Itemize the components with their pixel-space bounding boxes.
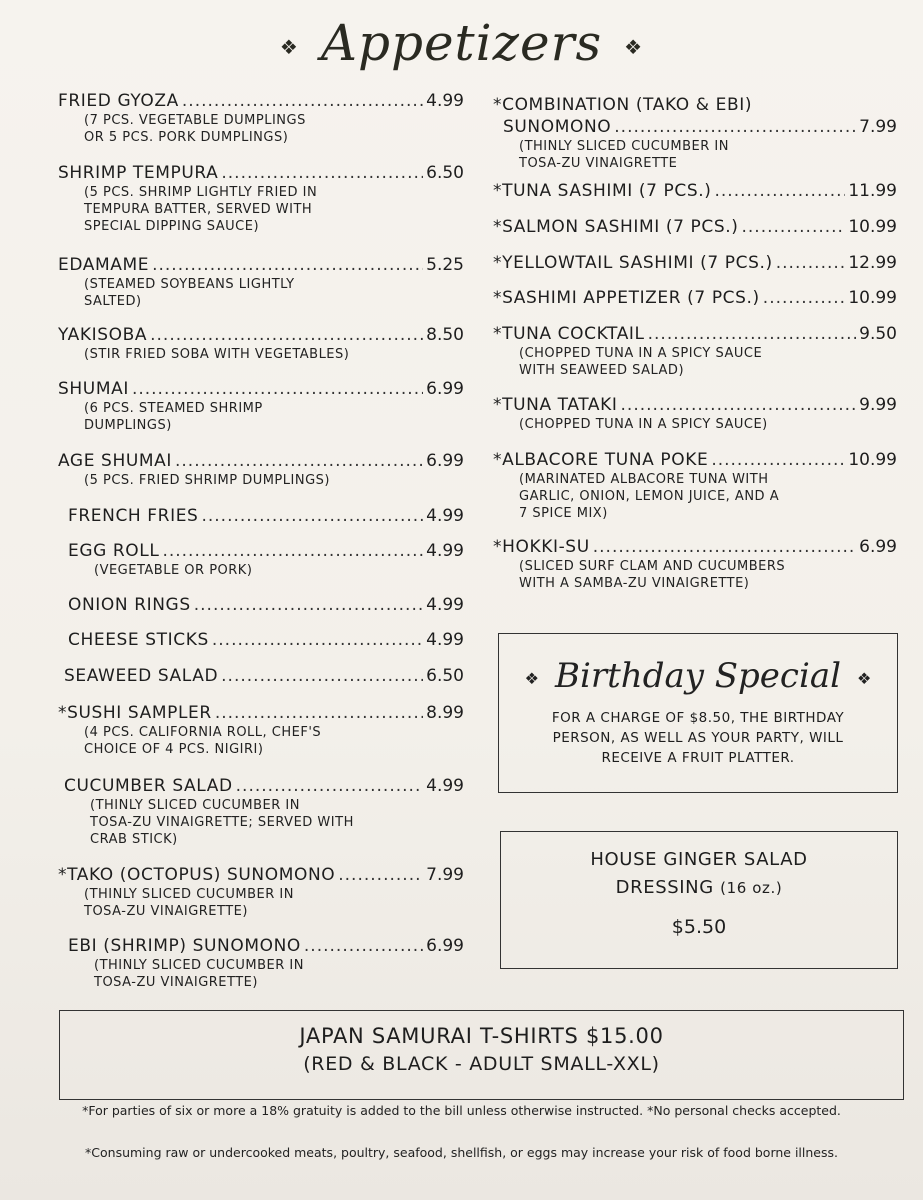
item-description: OR 5 PCS. PORK DUMPLINGS) [84, 130, 289, 145]
item-name: *YELLOWTAIL SASHIMI (7 PCS.) [493, 253, 773, 273]
item-line [68, 594, 464, 616]
item-description: (THINLY SLICED CUCUMBER IN [84, 887, 294, 902]
item-description: GARLIC, ONION, LEMON JUICE, AND A [519, 489, 780, 504]
item-line [58, 864, 464, 886]
item-price: 9.99 [859, 395, 897, 415]
menu-item-egg-roll [68, 540, 464, 579]
menu-item-seaweed-salad [64, 665, 464, 687]
diamond-ornament-icon: ❖ [856, 668, 872, 688]
item-description: (MARINATED ALBACORE TUNA WITH [519, 472, 769, 487]
item-price: 7.99 [426, 865, 464, 885]
dot-leader [715, 180, 846, 202]
menu-item-albacore-tuna-poke [493, 449, 897, 522]
item-line [493, 394, 897, 416]
item-price: 6.50 [426, 163, 464, 183]
item-line [493, 536, 897, 558]
menu-item-tuna-sashimi [493, 180, 897, 202]
item-description: (THINLY SLICED CUCUMBER IN [94, 958, 304, 973]
menu-item-shumai [58, 378, 464, 434]
dot-leader [742, 216, 846, 238]
menu-item-sashimi-appetizer [493, 287, 897, 309]
item-price: 5.25 [426, 255, 464, 275]
item-name: CHEESE STICKS [68, 630, 209, 650]
birthday-special-box [498, 633, 898, 793]
diamond-ornament-icon: ❖ [524, 668, 540, 688]
dot-leader [614, 116, 856, 138]
food-safety-footnote: *Consuming raw or undercooked meats, poultry, seafood, shellfish, or eggs may increase your risk of food borne illness. [85, 1145, 838, 1160]
item-price: 4.99 [426, 776, 464, 796]
item-description: CRAB STICK) [90, 832, 178, 847]
item-description: (CHOPPED TUNA IN A SPICY SAUCE) [519, 417, 768, 432]
menu-item-yellowtail-sashimi [493, 252, 897, 274]
item-description: SALTED) [84, 294, 142, 309]
item-price: 4.99 [426, 541, 464, 561]
gratuity-footnote: *For parties of six or more a 18% gratuity is added to the bill unless otherwise instructed. *No personal checks accepted. [82, 1103, 841, 1118]
item-line [58, 90, 464, 112]
item-name: SHUMAI [58, 379, 129, 399]
item-description: (5 PCS. SHRIMP LIGHTLY FRIED IN [84, 185, 318, 200]
tshirt-title: JAPAN SAMURAI T-SHIRTS $15.00 [299, 1024, 664, 1048]
item-line [493, 180, 897, 202]
item-line [58, 450, 464, 472]
menu-item-combination-sunomono: *COMBINATION (TAKO & EBI) SUNOMONO ..... 7.99 (THINLY SLICED CUCUMBER IN TOSA-ZU VINAIGRETTE [493, 94, 897, 172]
birthday-special-text: FOR A CHARGE OF $8.50, THE BIRTHDAY PERSON, AS WELL AS YOUR PARTY, WILL RECEIVE A FRUIT PLATTER. [551, 710, 845, 766]
item-name: SHRIMP TEMPURA [58, 163, 219, 183]
item-line [58, 162, 464, 184]
item-line [493, 323, 897, 345]
item-name: AGE SHUMAI [58, 451, 172, 471]
dot-leader [221, 665, 423, 687]
item-price: 7.99 [859, 117, 897, 137]
item-description: (4 PCS. CALIFORNIA ROLL, CHEF'S [84, 725, 322, 740]
item-description: (CHOPPED TUNA IN A SPICY SAUCE [519, 346, 763, 361]
item-name: *ALBACORE TUNA POKE [493, 450, 709, 470]
item-price: 6.99 [426, 451, 464, 471]
dot-leader [711, 449, 845, 471]
dot-leader [182, 90, 423, 112]
ginger-dressing-price: $5.50 [671, 916, 727, 938]
dot-leader [175, 450, 423, 472]
menu-item-sushi-sampler [58, 702, 464, 758]
item-name: *SUSHI SAMPLER [58, 703, 212, 723]
menu-item-tako-sunomono [58, 864, 464, 920]
item-line [493, 116, 897, 138]
item-description: TEMPURA BATTER, SERVED WITH [84, 202, 313, 217]
item-name: CUCUMBER SALAD [64, 776, 233, 796]
item-price: 10.99 [848, 288, 897, 308]
item-price: 6.99 [859, 537, 897, 557]
item-name: EBI (SHRIMP) SUNOMONO [68, 936, 301, 956]
dot-leader [150, 324, 423, 346]
item-description: CHOICE OF 4 PCS. NIGIRI) [84, 742, 264, 757]
item-price: 4.99 [426, 595, 464, 615]
dot-leader [776, 252, 846, 274]
item-name: FRIED GYOZA [58, 91, 179, 111]
item-line [64, 775, 464, 797]
item-price: 4.99 [426, 630, 464, 650]
item-name: ONION RINGS [68, 595, 191, 615]
item-name: *TUNA COCKTAIL [493, 324, 645, 344]
item-line [68, 935, 464, 957]
dot-leader [648, 323, 857, 345]
item-description: TOSA-ZU VINAIGRETTE) [84, 904, 248, 919]
menu-item-age-shumai [58, 450, 464, 489]
item-description: TOSA-ZU VINAIGRETTE [519, 156, 678, 171]
item-line [58, 702, 464, 724]
menu-item-tuna-cocktail [493, 323, 897, 379]
dot-leader [763, 287, 846, 309]
menu-item-salmon-sashimi [493, 216, 897, 238]
page-title: ❖ Appetizers ❖ [279, 14, 644, 72]
birthday-special-title: ❖ Birthday Special ❖ [524, 656, 872, 696]
dot-leader [212, 629, 423, 651]
menu-item-yakisoba [58, 324, 464, 363]
item-line [493, 252, 897, 274]
item-line [58, 324, 464, 346]
menu-item-onion-rings [68, 594, 464, 616]
item-price: 10.99 [848, 217, 897, 237]
item-name: SEAWEED SALAD [64, 666, 219, 686]
tshirt-subtitle: (RED & BLACK - ADULT SMALL-XXL) [303, 1053, 660, 1075]
item-name: FRENCH FRIES [68, 506, 199, 526]
menu-item-edamame [58, 254, 464, 310]
item-price: 11.99 [848, 181, 897, 201]
item-name: EGG ROLL [68, 541, 160, 561]
dot-leader [236, 775, 424, 797]
item-line [58, 254, 464, 276]
dot-leader [194, 594, 423, 616]
item-line [493, 449, 897, 471]
menu-item-tuna-tataki [493, 394, 897, 433]
ginger-dressing-box [500, 831, 898, 969]
dot-leader [162, 540, 423, 562]
item-name: *HOKKI-SU [493, 537, 590, 557]
menu-item-cucumber-salad [64, 775, 464, 848]
item-name: *TUNA TATAKI [493, 395, 618, 415]
item-description: (7 PCS. VEGETABLE DUMPLINGS [84, 113, 306, 128]
item-price: 4.99 [426, 91, 464, 111]
dot-leader [338, 864, 423, 886]
item-description: (THINLY SLICED CUCUMBER IN [90, 798, 300, 813]
item-price: 6.50 [426, 666, 464, 686]
item-price: 8.50 [426, 325, 464, 345]
dot-leader [593, 536, 856, 558]
item-description: WITH A SAMBA-ZU VINAIGRETTE) [519, 576, 750, 591]
item-name: SUNOMONO [503, 117, 612, 137]
diamond-ornament-icon: ❖ [279, 35, 299, 59]
dot-leader [221, 162, 423, 184]
item-description: WITH SEAWEED SALAD) [519, 363, 685, 378]
item-name: *TUNA SASHIMI (7 PCS.) [493, 181, 712, 201]
dot-leader [621, 394, 857, 416]
item-description: SPECIAL DIPPING SAUCE) [84, 219, 260, 234]
menu-item-fried-gyoza [58, 90, 464, 146]
item-price: 12.99 [848, 253, 897, 273]
item-price: 9.50 [859, 324, 897, 344]
menu-item-shrimp-tempura [58, 162, 464, 235]
dot-leader [215, 702, 423, 724]
item-description: DUMPLINGS) [84, 418, 172, 433]
item-name: *TAKO (OCTOPUS) SUNOMONO [58, 865, 336, 885]
item-name: EDAMAME [58, 255, 150, 275]
item-price: 8.99 [426, 703, 464, 723]
menu-item-ebi-sunomono [68, 935, 464, 991]
item-line [64, 665, 464, 687]
item-description: (6 PCS. STEAMED SHRIMP [84, 401, 263, 416]
tshirt-box [59, 1010, 904, 1100]
item-line [68, 629, 464, 651]
dot-leader [304, 935, 423, 957]
item-price: 6.99 [426, 379, 464, 399]
item-description: (5 PCS. FRIED SHRIMP DUMPLINGS) [84, 473, 330, 488]
dot-leader [132, 378, 423, 400]
item-description: (SLICED SURF CLAM AND CUCUMBERS [519, 559, 786, 574]
item-line [493, 216, 897, 238]
menu-item-cheese-sticks [68, 629, 464, 651]
item-line [68, 505, 464, 527]
item-line [68, 540, 464, 562]
item-price: 4.99 [426, 506, 464, 526]
ginger-dressing-title: HOUSE GINGER SALAD DRESSING (16 oz.) [590, 849, 808, 898]
item-description: (STIR FRIED SOBA WITH VEGETABLES) [84, 347, 350, 362]
item-description: 7 SPICE MIX) [519, 506, 608, 521]
menu-item-french-fries [68, 505, 464, 527]
item-line [493, 287, 897, 309]
item-name: *SALMON SASHIMI (7 PCS.) [493, 217, 739, 237]
menu-item-hokki-su [493, 536, 897, 592]
item-line [58, 378, 464, 400]
item-description: (STEAMED SOYBEANS LIGHTLY [84, 277, 295, 292]
item-description: TOSA-ZU VINAIGRETTE) [94, 975, 258, 990]
item-name: YAKISOBA [58, 325, 148, 345]
diamond-ornament-icon: ❖ [624, 35, 644, 59]
item-price: 6.99 [426, 936, 464, 956]
item-description: (THINLY SLICED CUCUMBER IN [519, 139, 729, 154]
dot-leader [201, 505, 423, 527]
dot-leader [152, 254, 423, 276]
item-name: *SASHIMI APPETIZER (7 PCS.) [493, 288, 760, 308]
item-description: TOSA-ZU VINAIGRETTE; SERVED WITH [90, 815, 354, 830]
item-price: 10.99 [848, 450, 897, 470]
item-description: (VEGETABLE OR PORK) [94, 563, 253, 578]
